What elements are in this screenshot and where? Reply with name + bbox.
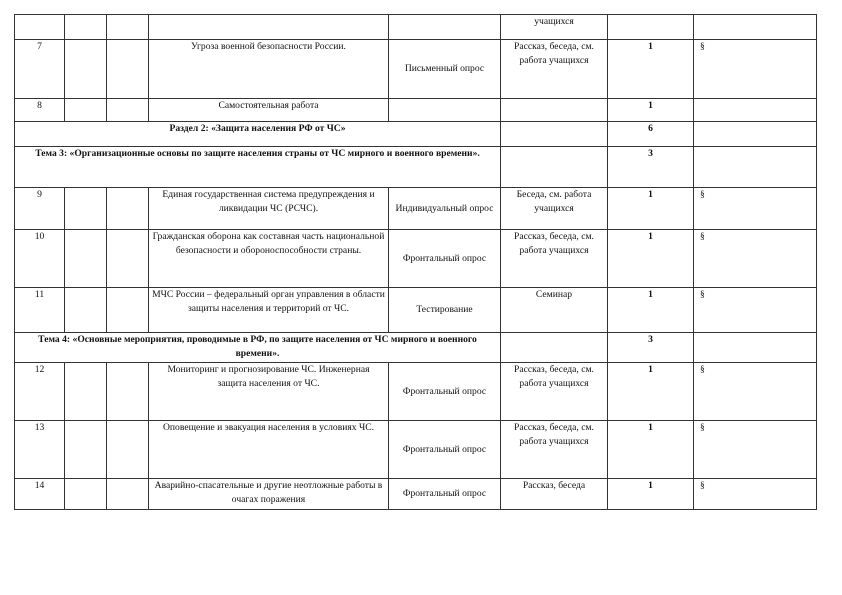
theme-hours: 3 [608,147,694,188]
lesson-form [501,99,608,122]
lesson-hours [608,15,694,40]
lesson-form: Рассказ, беседа, см. работа учащихся [501,40,608,99]
table-row [15,40,817,99]
theme-row [15,147,817,188]
homework: § [694,188,817,230]
empty-cell [65,99,107,122]
lesson-topic: МЧС России – федеральный орган управления в области защиты населения и территорий от ЧС. [149,288,389,333]
lesson-number: 7 [15,40,65,99]
lesson-hours: 1 [608,230,694,288]
table-row [15,99,817,122]
homework: § [694,230,817,288]
homework: § [694,421,817,479]
empty-cell [107,15,149,40]
empty-cell [65,188,107,230]
control-type: Индивидуальный опрос [389,188,501,230]
lesson-hours: 1 [608,363,694,421]
empty-cell [107,99,149,122]
lesson-topic: Самостоятельная работа [149,99,389,122]
table-row [15,188,817,230]
lesson-form: Рассказ, беседа, см. работа учащихся [501,230,608,288]
homework [694,15,817,40]
lesson-topic: Угроза военной безопасности России. [149,40,389,99]
lesson-topic [149,15,389,40]
empty-cell [65,230,107,288]
lesson-form: Рассказ, беседа, см. работа учащихся [501,363,608,421]
empty-cell [107,363,149,421]
empty-cell [694,122,817,147]
theme-title: Тема 4: «Основные мероприятия, проводимые в РФ, по защите населения от ЧС мирного и военного времени». [15,333,501,363]
homework [694,99,817,122]
empty-cell [501,122,608,147]
empty-cell [107,40,149,99]
table-row [15,288,817,333]
empty-cell [65,421,107,479]
lesson-hours: 1 [608,479,694,510]
lesson-number: 10 [15,230,65,288]
lesson-form: Беседа, см. работа учащихся [501,188,608,230]
empty-cell [107,421,149,479]
lesson-plan-table [14,14,817,510]
section-row [15,122,817,147]
lesson-hours: 1 [608,188,694,230]
empty-cell [694,333,817,363]
lesson-number: 13 [15,421,65,479]
table-row [15,230,817,288]
empty-cell [65,15,107,40]
empty-cell [107,188,149,230]
empty-cell [107,230,149,288]
homework: § [694,288,817,333]
empty-cell [107,479,149,510]
control-type: Фронтальный опрос [389,363,501,421]
table-row [15,479,817,510]
table-row [15,15,817,40]
section-title: Раздел 2: «Защита населения РФ от ЧС» [15,122,501,147]
theme-title: Тема 3: «Организационные основы по защите населения страны от ЧС мирного и военного времени». [15,147,501,188]
control-type: Фронтальный опрос [389,421,501,479]
empty-cell [501,147,608,188]
control-type: Фронтальный опрос [389,230,501,288]
lesson-topic: Мониторинг и прогнозирование ЧС. Инженерная защита населения от ЧС. [149,363,389,421]
theme-hours: 3 [608,333,694,363]
lesson-topic: Единая государственная система предупреждения и ликвидации ЧС (РСЧС). [149,188,389,230]
empty-cell [65,288,107,333]
lesson-number: 11 [15,288,65,333]
empty-cell [65,40,107,99]
table-row [15,421,817,479]
lesson-number [15,15,65,40]
theme-row [15,333,817,363]
homework: § [694,363,817,421]
control-type [389,15,501,40]
lesson-topic: Гражданская оборона как составная часть национальной безопасности и обороноспособности страны. [149,230,389,288]
empty-cell [65,363,107,421]
section-hours: 6 [608,122,694,147]
lesson-number: 14 [15,479,65,510]
lesson-form: Семинар [501,288,608,333]
lesson-number: 12 [15,363,65,421]
homework: § [694,40,817,99]
lesson-topic: Оповещение и эвакуация населения в условиях ЧС. [149,421,389,479]
empty-cell [694,147,817,188]
lesson-form: Рассказ, беседа, см. работа учащихся [501,421,608,479]
homework: § [694,479,817,510]
empty-cell [107,288,149,333]
lesson-hours: 1 [608,99,694,122]
lesson-topic: Аварийно-спасательные и другие неотложные работы в очагах поражения [149,479,389,510]
lesson-hours: 1 [608,40,694,99]
empty-cell [65,479,107,510]
lesson-form: учащихся [501,15,608,40]
lesson-hours: 1 [608,421,694,479]
lesson-form: Рассказ, беседа [501,479,608,510]
control-type: Фронтальный опрос [389,479,501,510]
lesson-number: 8 [15,99,65,122]
control-type [389,99,501,122]
control-type: Тестирование [389,288,501,333]
control-type: Письменный опрос [389,40,501,99]
empty-cell [501,333,608,363]
lesson-number: 9 [15,188,65,230]
table-row [15,363,817,421]
lesson-hours: 1 [608,288,694,333]
